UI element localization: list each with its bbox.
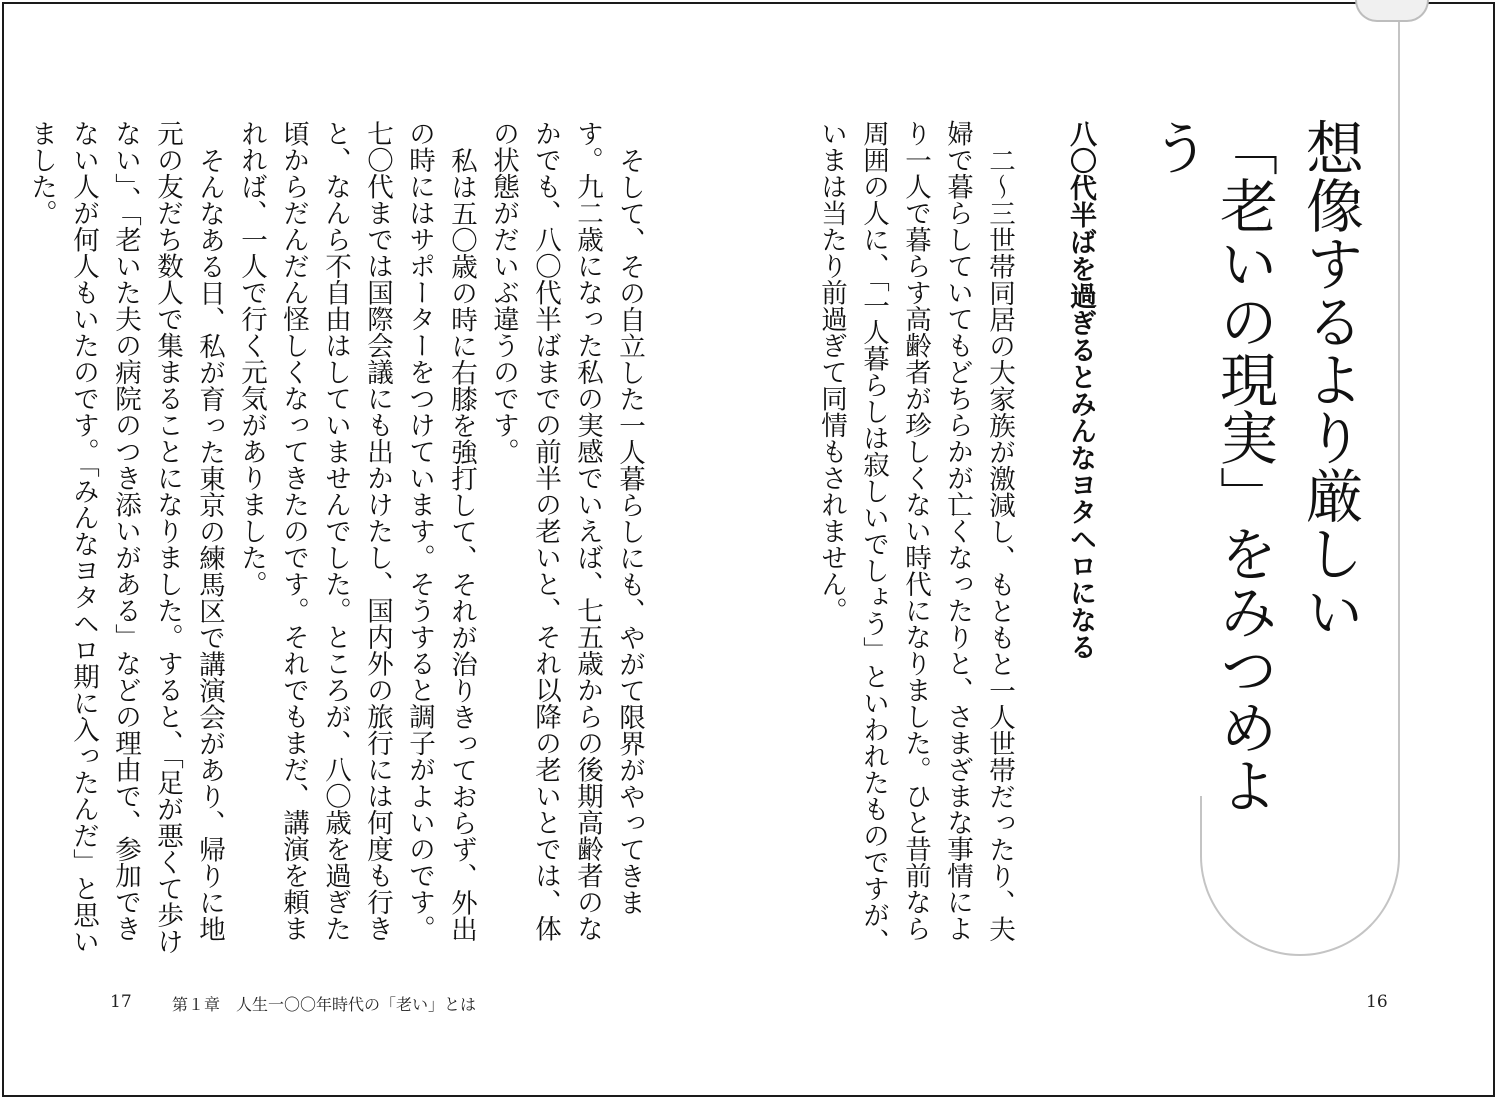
decorative-tab: [1355, 0, 1429, 22]
page-number-right: 16: [1366, 992, 1388, 1012]
left-page-body: [26, 120, 650, 960]
paragraph: 私は五〇歳の時に右膝を強打して、それが治りきっておらず、外出の時にはサポーターをつけています。そうすると調子がよいのです。七〇代までは国際会議にも出かけたし、国内外の旅行には何度も行きと、なんら不自由はしていませんでした。ところが、八〇歳を過ぎた頃からだんだん怪しくなってきたのです。それでもまだ、講演を頼まれれば、一人で行く元気がありました。: [236, 120, 477, 942]
paragraph: 二〜三世帯同居の大家族が激減し、もともと一人世帯だったり、夫婦で暮らしていてもどちらかが亡くなったりと、さまざまな事情により一人で暮らす高齢者が珍しくない時代になりました。ひと昔前なら周囲の人に、「一人暮らしは寂しいでしょう」といわれたものですが、いまは当たり前過ぎて同情もされません。: [816, 120, 1015, 955]
chapter-title-line-2: 「老いの現実」をみつめよう: [1142, 118, 1278, 814]
right-page-body: [816, 120, 1020, 960]
chapter-title-line-1: 想像するより厳しい: [1296, 118, 1364, 640]
paragraph: そんなある日、私が育った東京の練馬区で講演会があり、帰りに地元の友だち数人で集まることになりました。すると、「足が悪くて歩けない」、「老いた夫の病院のつき添いがある」などの理由で、参加できない人が何人もいたのです。「みんなヨタヘロ期に入ったんだ」と思いました。: [26, 120, 225, 955]
paragraph: そして、その自立した一人暮らしにも、やがて限界がやってきます。九二歳になった私の実感でいえば、七五歳からの後期高齢者のなかでも、八〇代半ばまでの前半の老いと、それ以降の老いとでは、体の状態がだいぶ違うのです。: [488, 120, 645, 942]
running-head: 第１章 人生一〇〇年時代の「老い」とは: [172, 995, 477, 1014]
section-subheading: 八〇代半ばを過ぎるとみんなヨタヘロになる: [1065, 120, 1096, 660]
page-number-left: 17: [110, 992, 132, 1012]
